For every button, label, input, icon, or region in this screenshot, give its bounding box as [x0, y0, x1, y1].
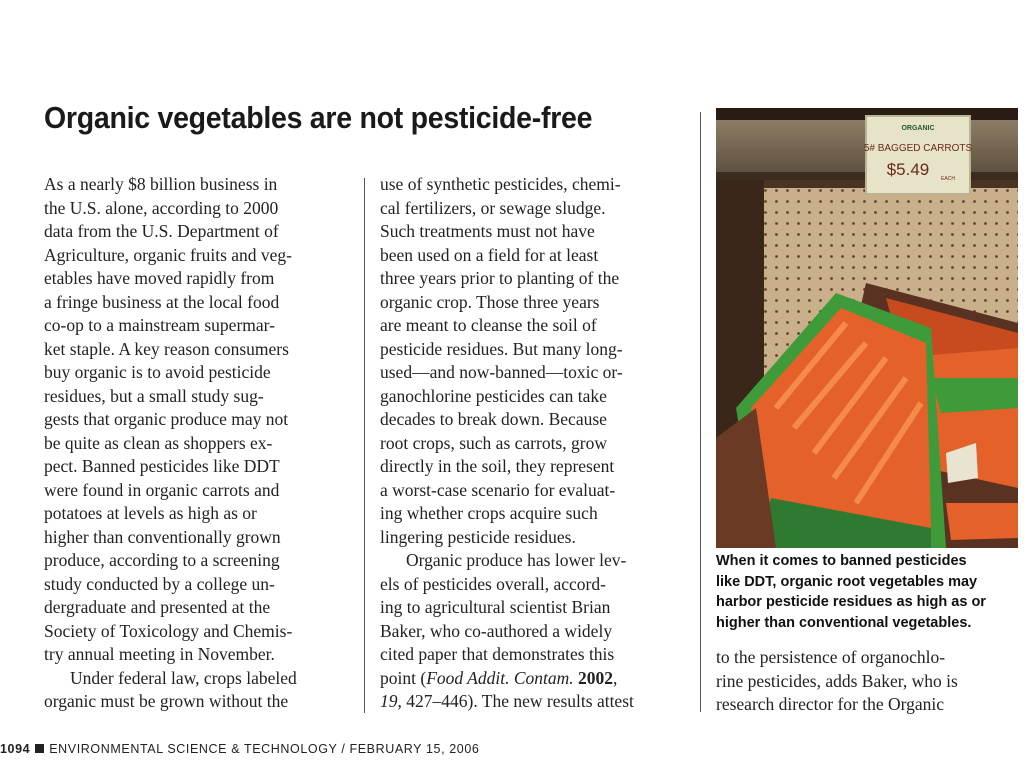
text-line: etables have moved rapidly from: [44, 268, 275, 288]
citation-volume: 19: [380, 691, 398, 711]
text-line: Society of Toxicology and Chemis-: [44, 620, 293, 641]
square-bullet-icon: [35, 744, 44, 753]
text-line: study conducted by a college un-: [44, 573, 275, 594]
text-line: use of synthetic pesticides, chemi-: [380, 174, 621, 194]
text-line: produce, according to a screening: [44, 550, 280, 570]
text-line: residues, but a small study sug-: [44, 385, 264, 406]
text-line: pect. Banned pesticides like DDT: [44, 456, 280, 476]
text-line: Organic produce has lower lev-: [406, 550, 627, 570]
text-line: try annual meeting in November.: [44, 644, 275, 664]
text-line: organic must be grown without the: [44, 691, 289, 711]
article-column-2: [380, 173, 688, 714]
text-line: a fringe business at the local food: [44, 291, 280, 312]
column-rule: [700, 112, 701, 712]
carrots-photo-illustration: [716, 108, 1018, 548]
text-line: higher than conventionally grown: [44, 526, 281, 547]
text-line: rine pesticides, adds Baker, who is: [716, 670, 958, 691]
text-line: three years prior to planting of the: [380, 268, 620, 288]
page-footer: [0, 742, 479, 756]
article-headline: Organic vegetables are not pesticide-free: [44, 100, 593, 135]
text-line: gests that organic produce may not: [44, 409, 289, 429]
citation-pages: , 427–446). The new results attest: [397, 691, 634, 711]
text-line: dergraduate and presented at the: [44, 597, 271, 617]
text-line: cited paper that demonstrates this: [380, 644, 615, 664]
text-line: buy organic is to avoid pesticide: [44, 362, 271, 382]
citation-line-2: [380, 690, 688, 714]
text-line: Such treatments must not have: [380, 221, 595, 241]
text-line: Baker, who co-authored a widely: [380, 620, 613, 641]
caption-line: When it comes to banned pesticides: [716, 553, 967, 569]
text-line: the U.S. alone, according to 2000: [44, 197, 279, 218]
text-line: ganochlorine pesticides can take: [380, 385, 607, 406]
text-line: Agriculture, organic fruits and veg-: [44, 244, 292, 265]
carrots-photo: [716, 108, 1018, 548]
citation-line-1: point (Food Addit. Contam. 2002,: [380, 667, 618, 688]
page-number: 1094: [0, 742, 31, 756]
text-line: decades to break down. Because: [380, 409, 607, 429]
text-line: ing to agricultural scientist Brian: [380, 597, 611, 617]
text-line: els of pesticides overall, accord-: [380, 573, 606, 594]
photo-caption: [716, 551, 1022, 633]
text-line: root crops, such as carrots, grow: [380, 432, 607, 453]
caption-line: harbor pesticide residues as high as or: [716, 594, 986, 610]
article-column-3: [716, 646, 1016, 717]
text-line: Under federal law, crops labeled: [70, 667, 297, 688]
text-line: are meant to cleanse the soil of: [380, 315, 597, 335]
text-line: a worst-case scenario for evaluat-: [380, 479, 616, 500]
text-line: ing whether crops acquire such: [380, 503, 598, 523]
sign-unit: EACH: [941, 176, 955, 182]
column-rule: [364, 178, 365, 713]
text-line: potatoes at levels as high as or: [44, 503, 257, 523]
text-line: ket staple. A key reason consumers: [44, 338, 289, 359]
text-line: were found in organic carrots and: [44, 479, 280, 500]
text-line: organic crop. Those three years: [380, 291, 600, 312]
text-line: directly in the soil, they represent: [380, 456, 615, 476]
price-sign: [864, 116, 973, 194]
text-line: co-op to a mainstream supermar-: [44, 315, 275, 335]
citation-prefix: point (: [380, 667, 427, 688]
caption-line: like DDT, organic root vegetables may: [716, 573, 978, 590]
caption-line: higher than conventional vegetables.: [716, 614, 972, 631]
citation-year: 2002: [578, 667, 614, 688]
article-column-1: [44, 173, 356, 714]
text-line: pesticide residues. But many long-: [380, 338, 623, 359]
publication-info: ENVIRONMENTAL SCIENCE & TECHNOLOGY / FEBRUARY 15, 2006: [49, 742, 480, 756]
text-line: data from the U.S. Department of: [44, 221, 279, 241]
text-line: be quite as clean as shoppers ex-: [44, 432, 273, 453]
text-line: As a nearly $8 billion business in: [44, 174, 278, 194]
text-line: cal fertilizers, or sewage sludge.: [380, 197, 606, 218]
text-line: lingering pesticide residues.: [380, 526, 576, 547]
text-line: to the persistence of organochlo-: [716, 647, 946, 667]
sign-line-2: 5# BAGGED CARROTS: [863, 143, 973, 154]
citation-journal: Food Addit. Contam.: [426, 667, 574, 688]
sign-line-1: ORGANIC: [901, 125, 935, 132]
sign-price: $5.49: [886, 160, 930, 179]
text-line: used—and now-banned—toxic or-: [380, 362, 623, 382]
text-line: been used on a field for at least: [380, 244, 599, 265]
text-line: research director for the Organic: [716, 694, 945, 714]
